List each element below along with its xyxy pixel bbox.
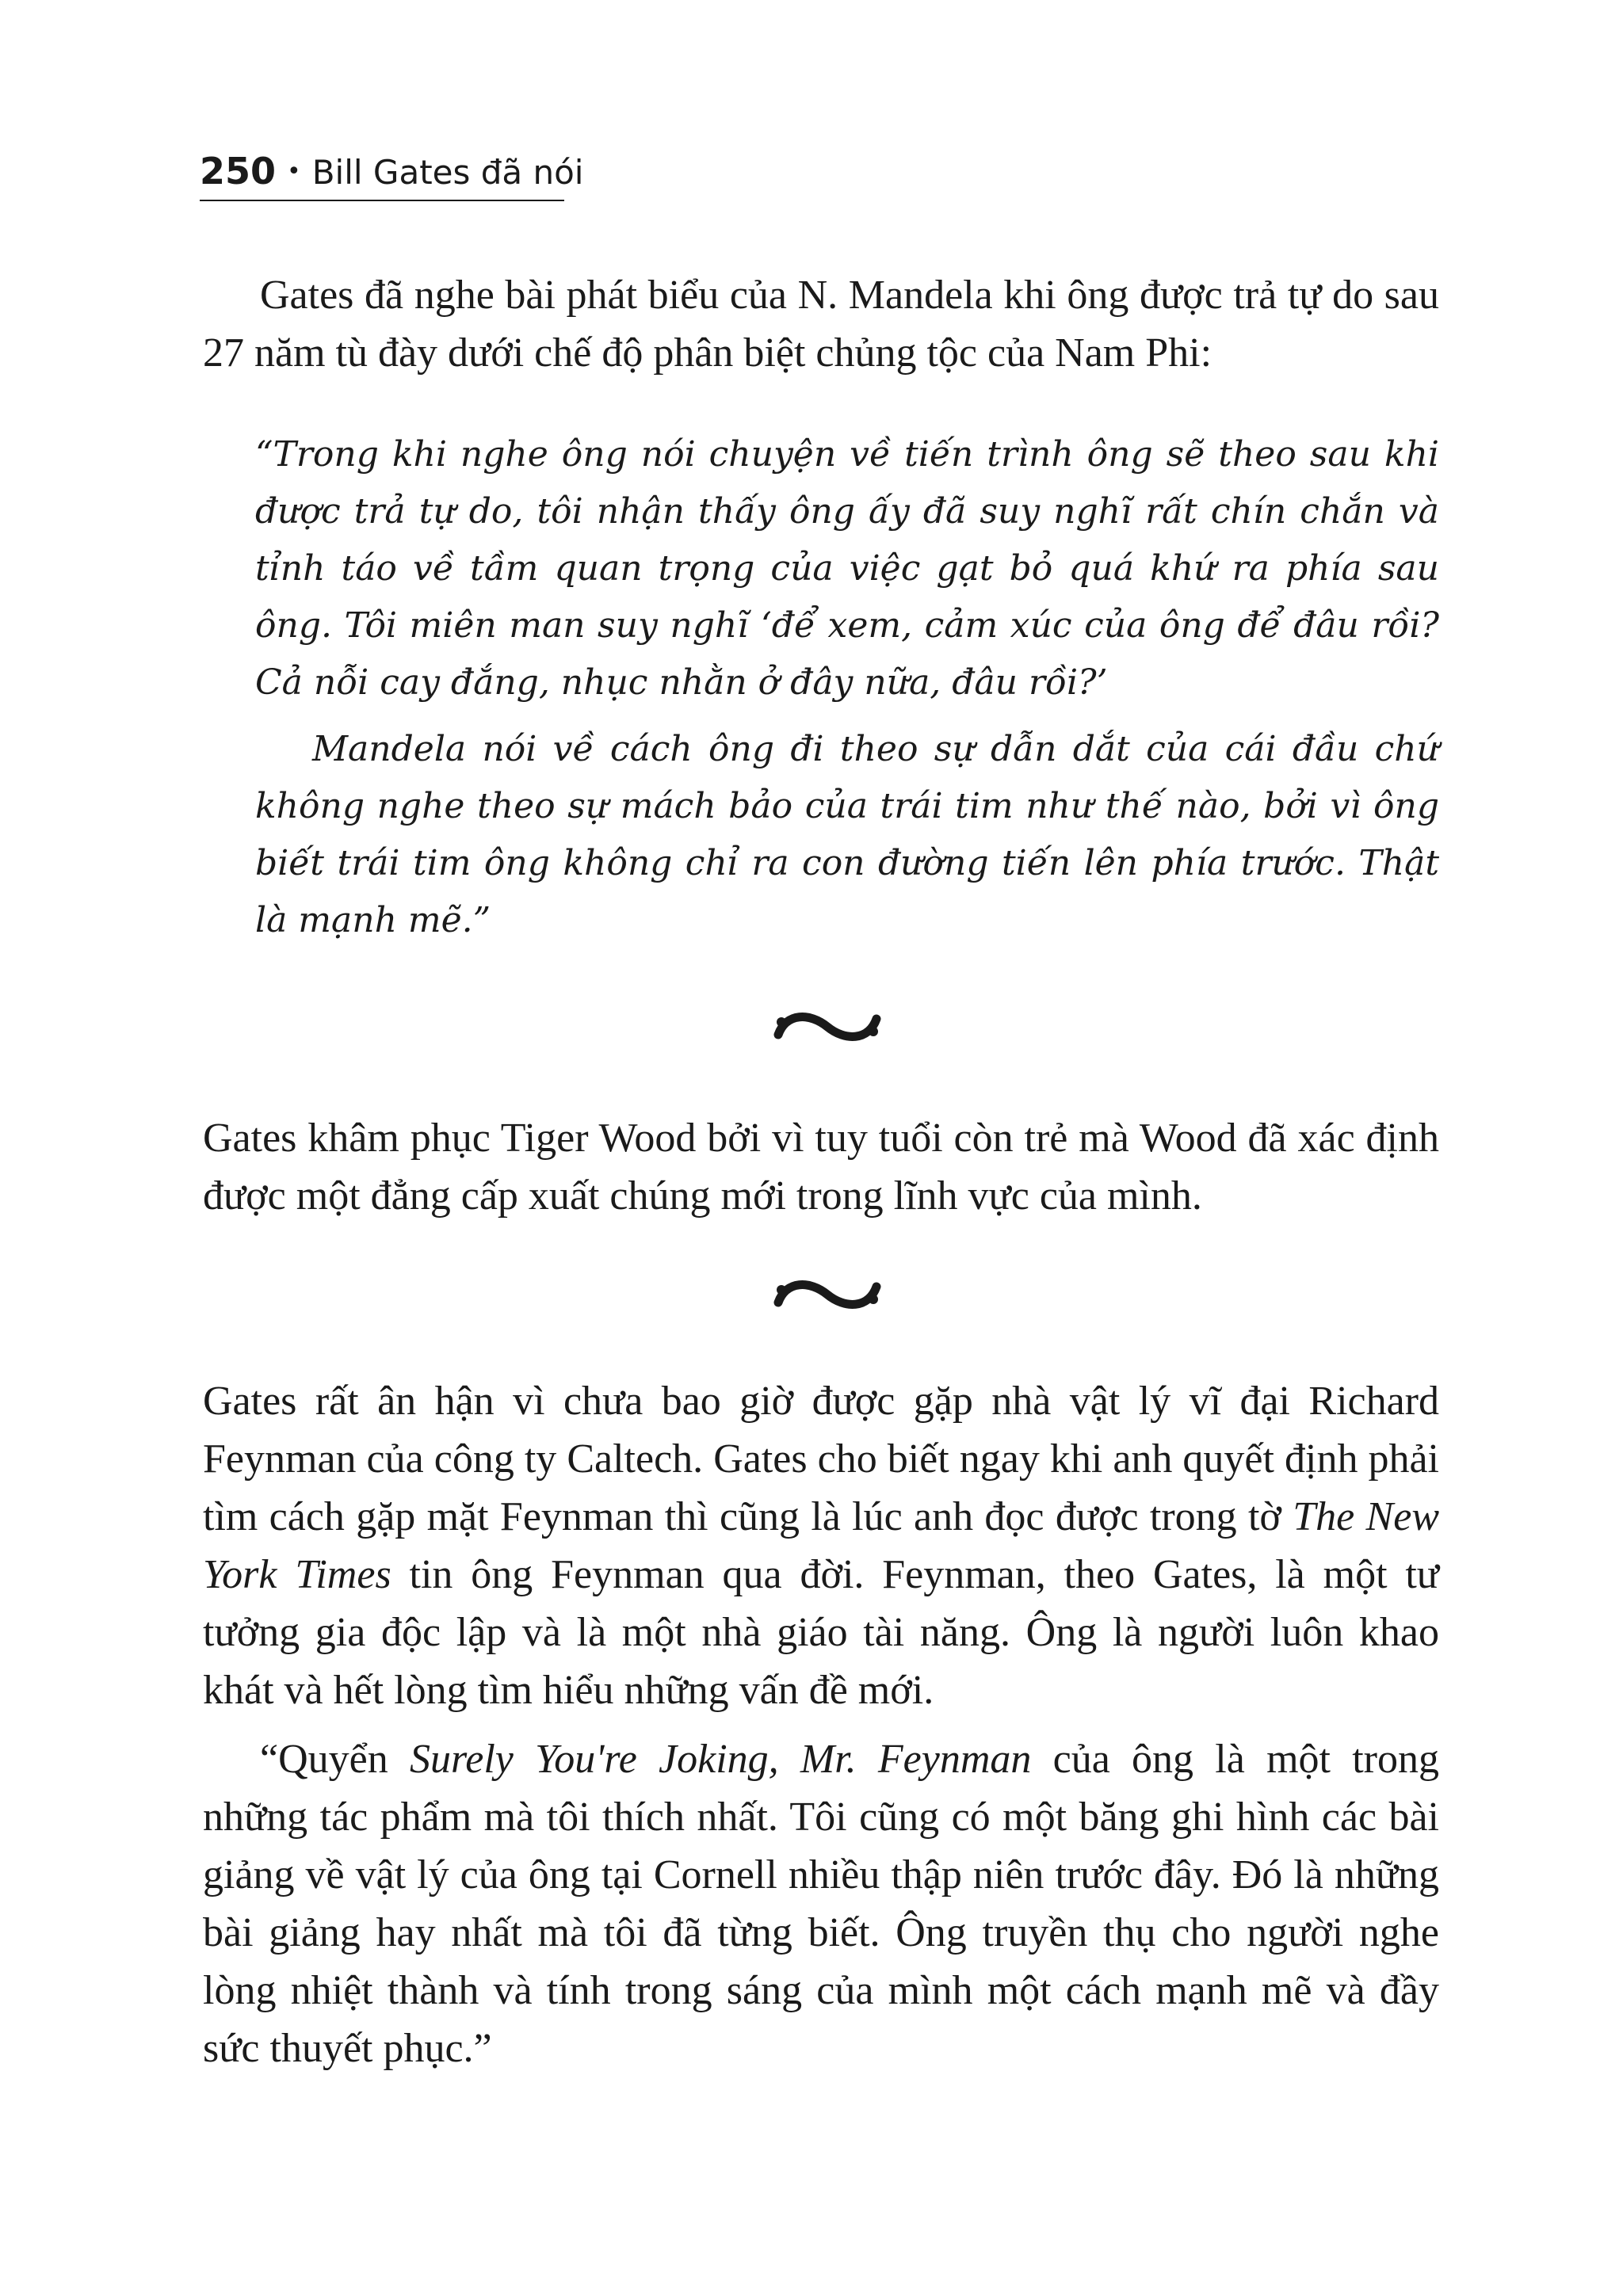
newspaper-title: The New York Times: [203, 1494, 1439, 1597]
intro-paragraph-block: [203, 266, 1439, 382]
tiger-paragraph: Gates khâm phục Tiger Wood bởi vì tuy tuổi còn trẻ mà Wood đã xác định được một đẳng cấp xuất chúng mới trong lĩnh vực của mình.: [203, 1116, 1439, 1219]
book-title: Bill Gates đã nói: [311, 153, 584, 192]
feynman-p1-text-a: Gates rất ân hận vì chưa bao giờ được gặp nhà vật lý vĩ đại Richard Feynman của công ty Caltech. Gates cho biết ngay khi anh quyết định phải tìm cách gặp mặt Feynman thì cũng là lúc anh đọc được trong tờ: [203, 1379, 1439, 1539]
running-header: [200, 147, 584, 201]
intro-paragraph: Gates đã nghe bài phát biểu của N. Mandela khi ông được trả tự do sau 27 năm tù đày dưới chế độ phân biệt chủng tộc của Nam Phi:: [203, 273, 1439, 376]
swash-ornament-icon: [772, 1271, 883, 1318]
feynman-paragraph-2: [203, 1730, 1439, 2077]
bullet-icon: •: [287, 158, 301, 185]
book-title-italic: Surely You're Joking, Mr. Feynman: [409, 1737, 1032, 1782]
page-number: 250: [200, 150, 277, 193]
feynman-p1-text-b: tin ông Feynman qua đời. Feynman, theo Gates, là một tư tưởng gia độc lập và là một nhà giáo tài năng. Ông là người luôn khao khát và hết lòng tìm hiểu những vấn đề mới.: [203, 1552, 1439, 1713]
quote-paragraph-2: Mandela nói về cách ông đi theo sự dẫn dắt của cái đầu chứ không nghe theo sự mách bảo của trái tim như thế nào, bởi vì ông biết trái tim ông không chỉ ra con đường tiến lên phía trước. Thật là mạnh mẽ.”: [255, 729, 1439, 940]
feynman-p2-text-a: “Quyển: [260, 1737, 410, 1782]
feynman-section: [203, 1372, 1439, 2077]
tiger-paragraph-block: [203, 1109, 1439, 1225]
quote-paragraph-1: “Trong khi nghe ông nói chuyện về tiến trình ông sẽ theo sau khi được trả tự do, tôi nhận thấy ông ấy đã suy nghĩ rất chín chắn và tỉnh táo về tầm quan trọng của việc gạt bỏ quá khứ ra phía sau ông. Tôi miên man suy nghĩ ‘để xem, cảm xúc của ông để đâu rồi? Cả nỗi cay đắng, nhục nhằn ở đây nữa, đâu rồi?’: [255, 434, 1439, 703]
feynman-paragraph-1: [203, 1372, 1439, 1719]
mandela-quote: [255, 426, 1439, 949]
swash-ornament-icon: [772, 1003, 883, 1051]
feynman-p2-text-b: của ông là một trong những tác phẩm mà tôi thích nhất. Tôi cũng có một băng ghi hình các bài giảng về vật lý của ông tại Cornell nhiều thập niên trước đây. Đó là những bài giảng hay nhất mà tôi đã từng biết. Ông truyền thụ cho người nghe lòng nhiệt thành và tính trong sáng của mình một cách mạnh mẽ và đầy sức thuyết phục.”: [203, 1737, 1439, 2071]
